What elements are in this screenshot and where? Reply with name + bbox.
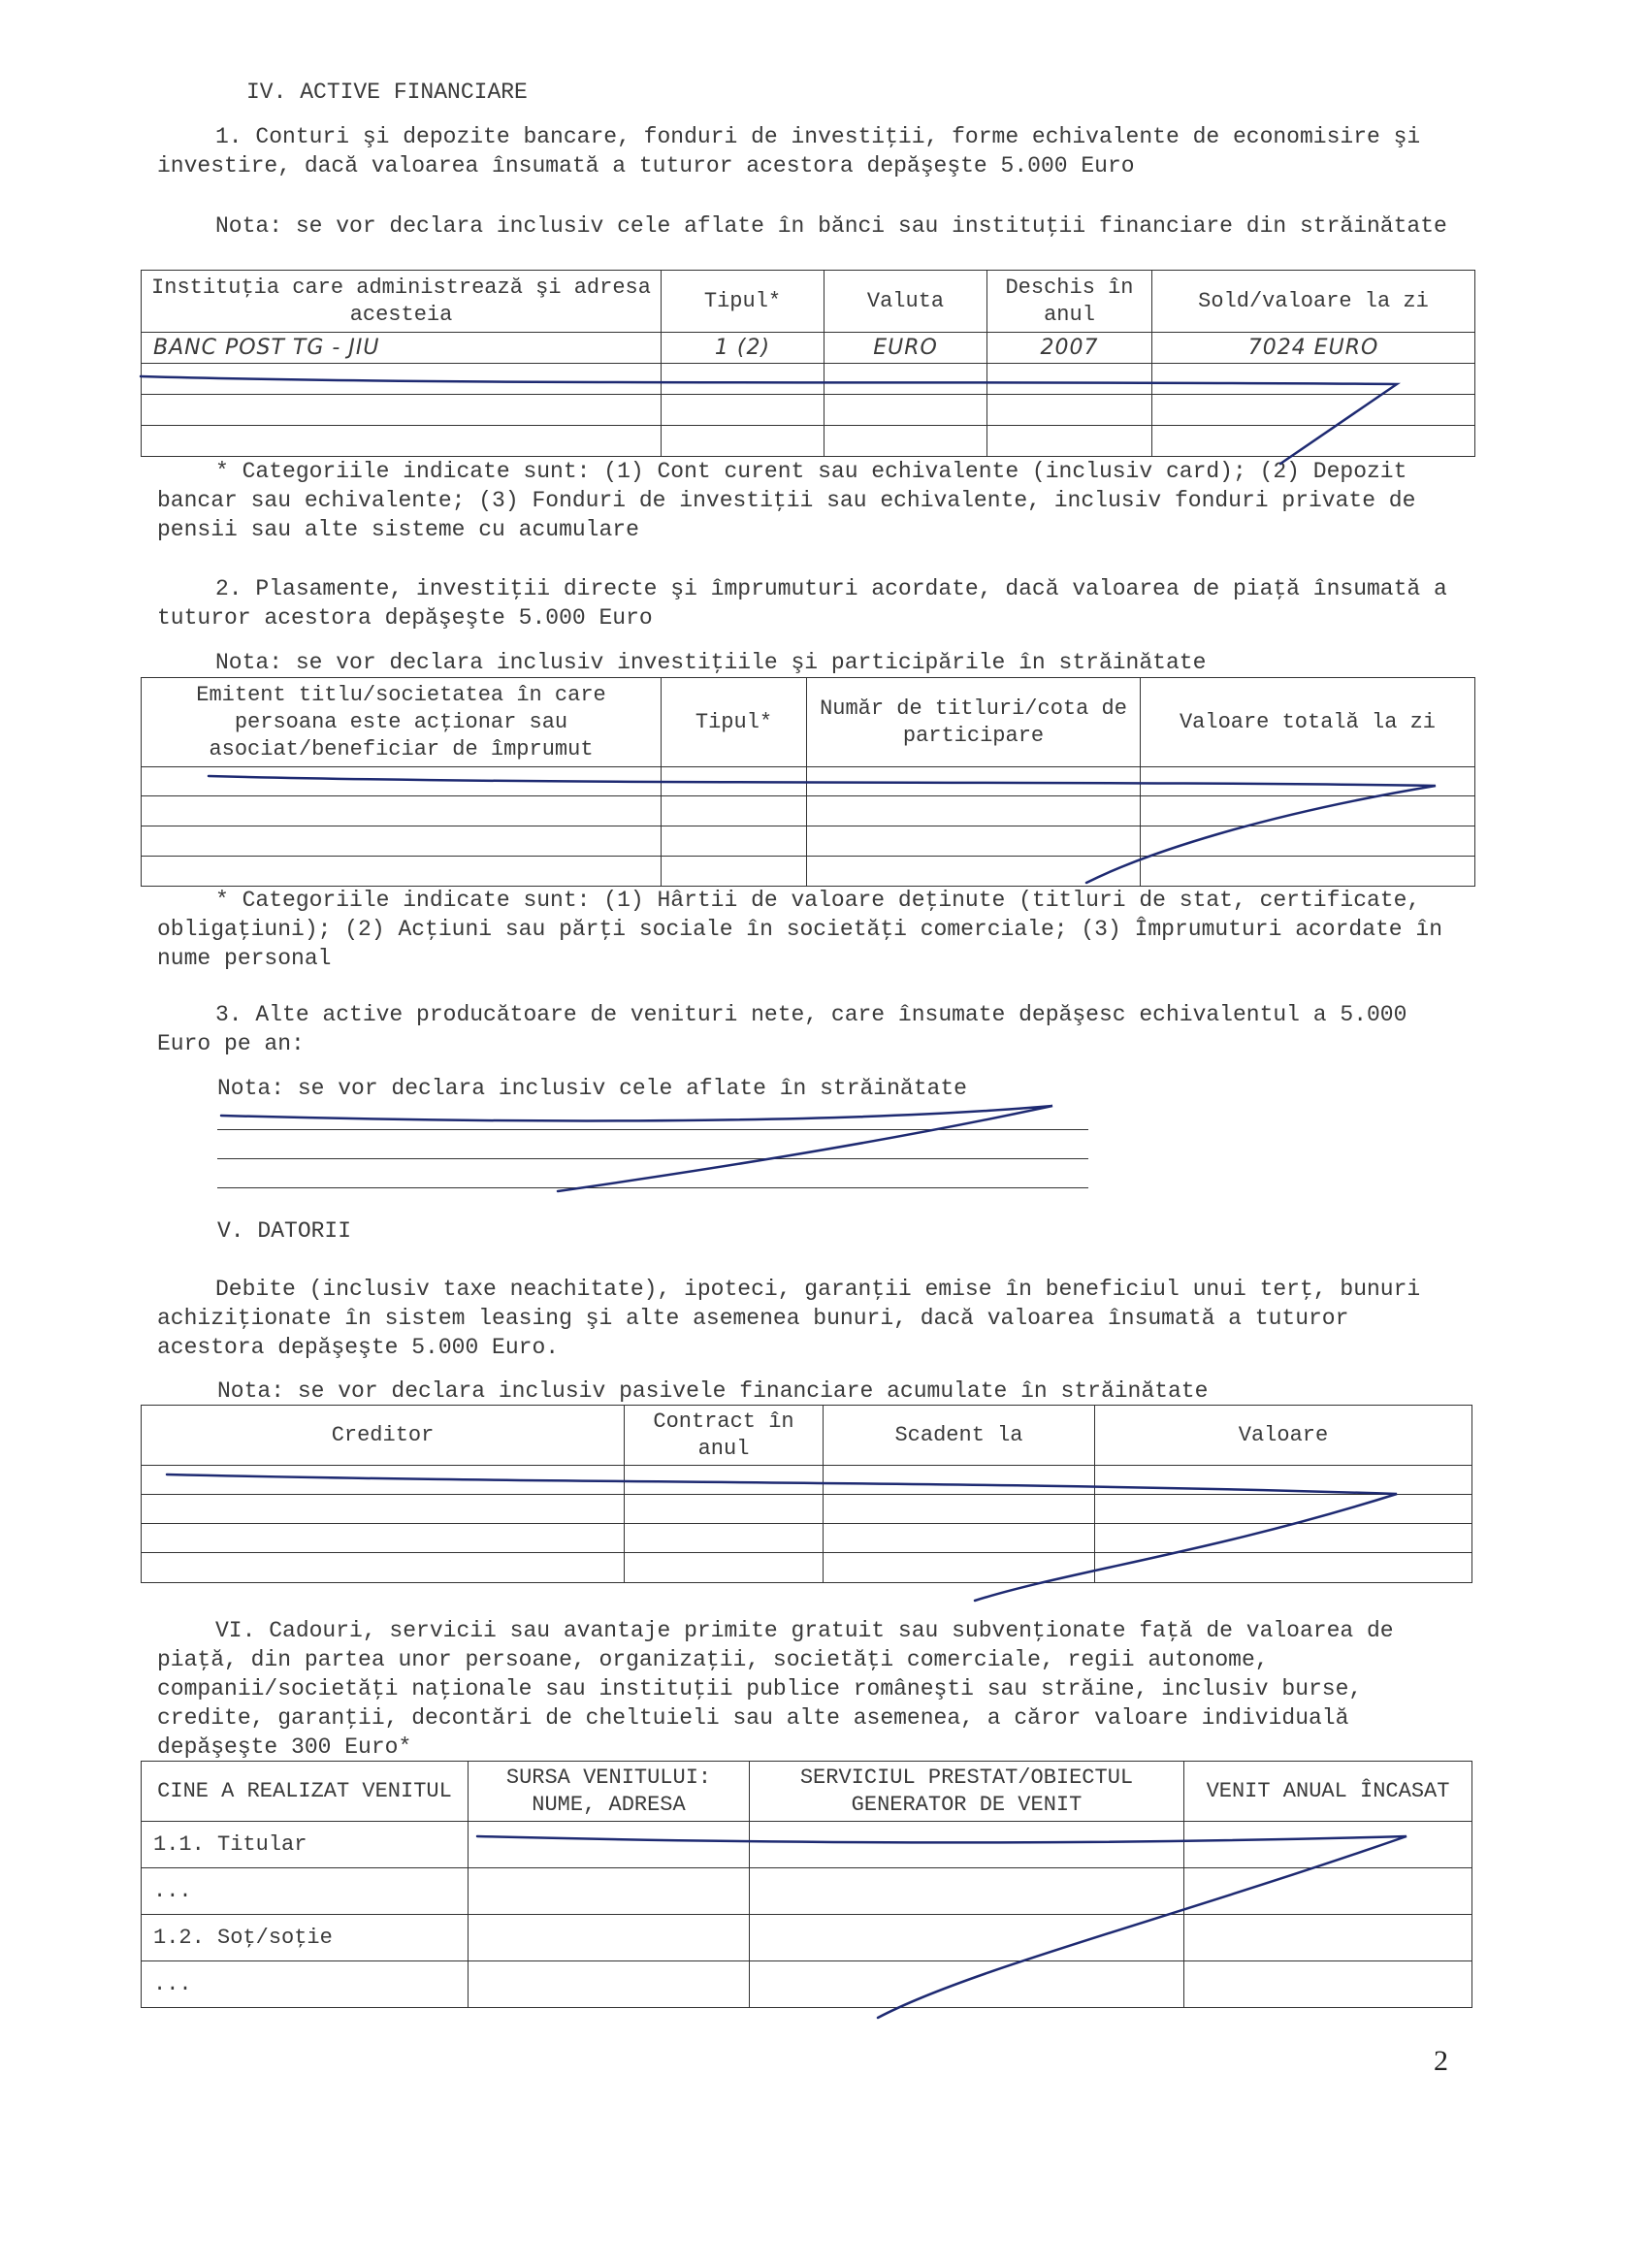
table-row xyxy=(142,1868,1472,1915)
cell-sold: 7024 EURO xyxy=(1152,333,1475,364)
col-header-contract: Contract în anul xyxy=(625,1406,824,1466)
table-cadouri xyxy=(141,1761,1472,2008)
col-header-numar-titluri: Număr de titluri/cota de participare xyxy=(807,678,1141,767)
col-header-valuta: Valuta xyxy=(824,271,987,333)
col-header-valoare: Valoare xyxy=(1095,1406,1472,1466)
note-conturi-strainatate: Nota: se vor declara inclusiv cele aflate în bănci sau instituţii financiare din străinătate xyxy=(215,213,1447,239)
col-header-valoare-totala: Valoare totală la zi xyxy=(1141,678,1475,767)
paragraph-conturi-depozite: 1. Conturi şi depozite bancare, fonduri de investiţii, forme echivalente de economisire şi investire, dacă valoarea însumată a tuturor acestora depăşeşte 5.000 Euro xyxy=(157,124,1421,178)
col-header-venit: VENIT ANUAL ÎNCASAT xyxy=(1184,1762,1472,1822)
row-label-ellipsis: ... xyxy=(142,1961,469,2008)
row-label-sot-sotie: 1.2. Soţ/soţie xyxy=(142,1915,469,1961)
col-header-institutia: Instituţia care administrează şi adresa acesteia xyxy=(142,271,662,333)
table-row xyxy=(142,1822,1472,1868)
col-header-tipul: Tipul* xyxy=(662,271,824,333)
blank-line xyxy=(217,1187,1088,1188)
page-number: 2 xyxy=(1434,2045,1448,2077)
blank-line xyxy=(217,1129,1088,1130)
table-row xyxy=(142,1466,1472,1495)
note-plasamente-strainatate: Nota: se vor declara inclusiv investiţiile şi participările în străinătate xyxy=(215,650,1207,675)
table-row xyxy=(142,1553,1472,1583)
blank-line xyxy=(217,1158,1088,1159)
table-row xyxy=(142,1524,1472,1553)
table-row xyxy=(142,1961,1472,2008)
paragraph-plasamente: 2. Plasamente, investiţii directe şi împrumuturi acordate, dacă valoarea de piaţă însumată a tuturor acestora depăşeşte 5.000 Euro xyxy=(157,576,1447,631)
section-title-active-financiare: IV. ACTIVE FINANCIARE xyxy=(246,80,528,105)
note-alte-active-strainatate: Nota: se vor declara inclusiv cele aflate în străinătate xyxy=(217,1076,967,1101)
col-header-tipul-plasament: Tipul* xyxy=(662,678,807,767)
note-pasive-strainatate: Nota: se vor declara inclusiv pasivele financiare acumulate în străinătate xyxy=(217,1378,1209,1404)
table-row xyxy=(142,857,1475,887)
row-label-titular: 1.1. Titular xyxy=(142,1822,469,1868)
col-header-deschis: Deschis în anul xyxy=(987,271,1152,333)
col-header-emitent xyxy=(142,678,662,767)
table-row xyxy=(142,333,1475,364)
footnote-categorii-conturi: * Categoriile indicate sunt: (1) Cont curent sau echivalente (inclusiv card); (2) Depozit bancar sau echivalente; (3) Fonduri de investiţii sau echivalente, inclusiv fonduri private de pensii sau alte sisteme cu acumulare xyxy=(157,459,1416,542)
cell-tipul: 1 (2) xyxy=(662,333,824,364)
cell-institutia: BANC POST TG - JIU xyxy=(142,333,662,364)
col-header-emitent-label: Emitent titlu/societatea în care persoana este acţionar sau asociat/beneficiar de împrumut xyxy=(196,682,606,761)
col-header-creditor: Creditor xyxy=(142,1406,625,1466)
table-conturi-depozite xyxy=(141,270,1475,457)
section-title-datorii: V. DATORII xyxy=(217,1218,352,1244)
paragraph-alte-active: 3. Alte active producătoare de venituri nete, care însumate depăşesc echivalentul a 5.000 Euro pe an: xyxy=(157,1002,1407,1056)
col-header-cine: CINE A REALIZAT VENITUL xyxy=(142,1762,469,1822)
paragraph-cadouri: VI. Cadouri, servicii sau avantaje primite gratuit sau subvenţionate faţă de valoarea de piaţă, din partea unor persoane, organizaţii, societăţi comerciale, regii autonome, companii/societăţi naţionale sau instituţii publice româneşti sau străine, inclusiv burse, credite, garanţii, decontări de cheltuieli sau alte asemenea, a căror valoare individuală depăşeşte 300 Euro* xyxy=(157,1618,1394,1760)
footnote-categorii-plasamente: * Categoriile indicate sunt: (1) Hârtii de valoare deţinute (titluri de stat, certificate, obligaţiuni); (2) Acţiuni sau părţi sociale în societăţi comerciale; (3) Împrumuturi acordate în nume personal xyxy=(157,888,1443,971)
table-row xyxy=(142,426,1475,457)
table-row xyxy=(142,395,1475,426)
table-row xyxy=(142,364,1475,395)
row-label-ellipsis: ... xyxy=(142,1868,469,1915)
paragraph-debite: Debite (inclusiv taxe neachitate), ipoteci, garanţii emise în beneficiul unui terţ, bunuri achiziţionate în sistem leasing şi alte asemenea bunuri, dacă valoarea însumată a tuturor acestora depăşeşte 5.000 Euro. xyxy=(157,1277,1421,1360)
table-row xyxy=(142,1495,1472,1524)
table-datorii xyxy=(141,1405,1472,1583)
col-header-sold: Sold/valoare la zi xyxy=(1152,271,1475,333)
table-row xyxy=(142,796,1475,826)
table-row xyxy=(142,1915,1472,1961)
cell-deschis: 2007 xyxy=(987,333,1152,364)
table-row xyxy=(142,826,1475,857)
col-header-serviciul: SERVICIUL PRESTAT/OBIECTUL GENERATOR DE VENIT xyxy=(750,1762,1184,1822)
table-row xyxy=(142,767,1475,796)
cell-valuta: EURO xyxy=(824,333,987,364)
col-header-sursa: SURSA VENITULUI: NUME, ADRESA xyxy=(469,1762,750,1822)
table-plasamente xyxy=(141,677,1475,887)
col-header-scadent: Scadent la xyxy=(824,1406,1095,1466)
